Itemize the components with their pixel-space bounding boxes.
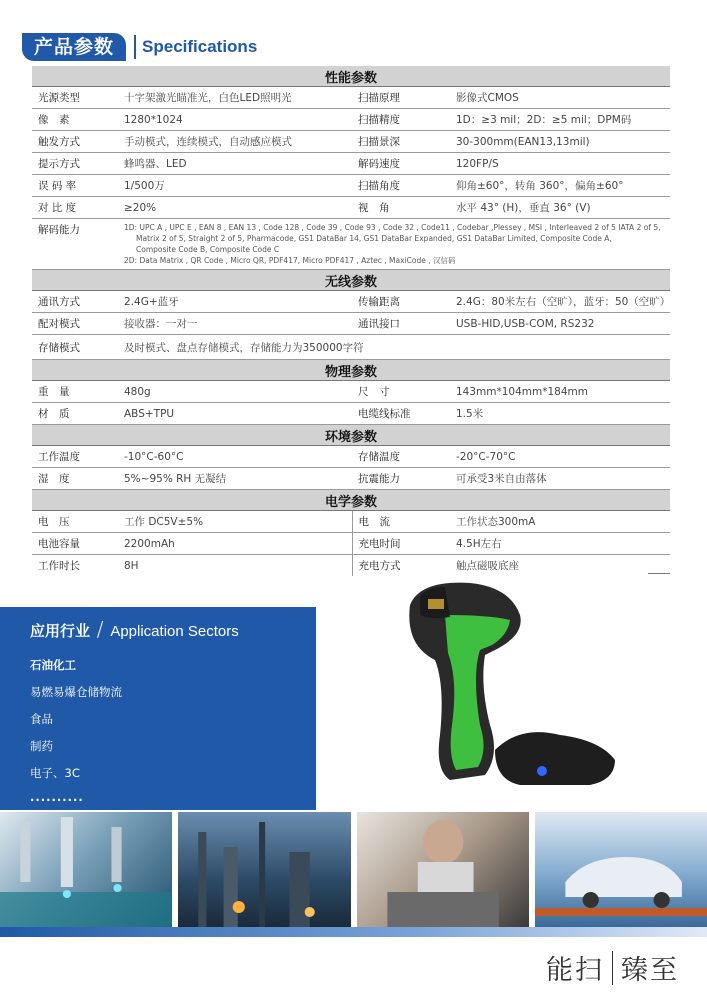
spec-value: USB-HID,USB-COM, RS232 [450,313,670,335]
spec-label: 电 压 [32,511,118,533]
spec-label: 触发方式 [32,131,118,153]
spec-value: 1280*1024 [118,109,352,131]
spec-value: ≥20% [118,197,352,219]
spec-value: 120FP/S [450,153,670,175]
spec-row [32,109,670,131]
spec-label: 重 量 [32,381,118,403]
title-english: Specifications [142,37,258,56]
spec-label: 视 角 [352,197,450,219]
robot-arm-icon [0,812,172,927]
spec-row [32,197,670,219]
spec-value: 2.4G+蓝牙 [118,291,352,313]
spec-row [32,381,670,403]
refinery-icon [178,812,350,927]
spec-label: 通讯接口 [352,313,450,335]
spec-row [32,291,670,313]
spec-value: 仰角±60°，转角 360°，偏角±60° [450,175,670,197]
spec-row [32,131,670,153]
spec-value: 影像式CMOS [450,87,670,109]
section-performance [32,66,670,87]
spec-value: 可承受3米自由落体 [450,468,670,490]
slogan-left: 能扫 [546,955,604,986]
spec-label: 电缆线标准 [352,403,450,425]
spec-value: 143mm*104mm*184mm [450,381,670,403]
spec-row [32,533,670,555]
scanner-icon [409,583,615,785]
spec-label: 电池容量 [32,533,118,555]
spec-label: 像 素 [32,109,118,131]
slogan-divider [612,951,613,985]
spec-label: 抗震能力 [352,468,450,490]
list-item: 易燃易爆仓储物流 [30,685,122,699]
list-item: 石油化工 [30,658,76,672]
decode-row [32,219,670,270]
spec-value: 手动模式，连续模式，自动感应模式 [118,131,352,153]
section-physical [32,360,670,381]
spec-value: 十字架激光瞄准光，白色LED照明光 [118,87,352,109]
spec-label: 光源类型 [32,87,118,109]
spec-row [32,403,670,425]
page-header [22,33,257,61]
list-item: 制药 [30,739,53,753]
spec-label: 通讯方式 [32,291,118,313]
worker-icon [357,812,529,927]
list-item: 食品 [30,712,53,726]
slogan [546,948,679,987]
spec-label: 配对模式 [32,313,118,335]
spec-label: 存储温度 [352,446,450,468]
sectors-title [30,617,239,641]
spec-value: 蜂鸣器、LED [118,153,352,175]
spec-row [32,555,670,577]
spec-row [32,335,670,360]
spec-value: -20°C-70°C [450,446,670,468]
decode-value [118,219,670,270]
decode-line: 2D: Data Matrix , QR Code , Micro QR, PDF417, Micro PDF417 , Aztec , MaxiCode , 汉信码 [124,256,456,265]
spec-label: 误 码 率 [32,175,118,197]
spec-row [32,153,670,175]
section-title: 环境参数 [32,425,670,446]
spec-label: 电 流 [352,511,450,533]
decode-line: Composite Code B, Composite Code C [136,245,280,254]
section-title: 无线参数 [32,270,670,291]
spec-value: 水平 43° (H)，垂直 36° (V) [450,197,670,219]
industry-photos [0,812,707,927]
spec-label: 扫描原理 [352,87,450,109]
more-dots: ·········· [30,793,84,807]
section-electrical [32,490,670,511]
pharma-worker-photo [357,812,529,927]
spec-value: 工作状态300mA [450,511,670,533]
spec-value: 4.5H左右 [450,533,670,555]
spec-value: 1/500万 [118,175,352,197]
spec-value: 2.4G：80米左右（空旷），蓝牙：50（空旷） [450,291,670,313]
application-sectors-panel [0,607,316,810]
sectors-title-en: Application Sectors [110,623,239,640]
barcode-scanner-image [400,575,640,805]
spec-label: 充电方式 [352,555,450,577]
spec-row [32,313,670,335]
spec-label: 解码能力 [32,219,118,270]
automotive-photo [535,812,707,927]
slogan-right: 臻至 [621,955,679,986]
petrochemical-photo [178,812,350,927]
list-item: 电子、3C [30,766,80,780]
spec-row [32,87,670,109]
spec-row [32,446,670,468]
spec-label: 解码速度 [352,153,450,175]
spec-label: 工作温度 [32,446,118,468]
spec-row [32,511,670,533]
spec-value: 接收器：一对一 [118,313,352,335]
spec-label: 充电时间 [352,533,450,555]
sectors-title-zh: 应用行业 [30,622,91,640]
spec-label: 扫描景深 [352,131,450,153]
spec-row [32,468,670,490]
spec-value: ABS+TPU [118,403,352,425]
spec-value: 工作 DC5V±5% [118,511,352,533]
section-title: 物理参数 [32,360,670,381]
spec-label: 材 质 [32,403,118,425]
spec-value: 8H [124,559,139,572]
spec-value: 480g [118,381,352,403]
spec-label: 工作时长 [38,560,80,572]
electronics-photo [0,812,172,927]
spec-label: 扫描角度 [352,175,450,197]
spec-value: 1.5米 [450,403,670,425]
spec-value: 2200mAh [118,533,352,555]
spec-value: -10°C-60°C [118,446,352,468]
spec-label: 尺 寸 [352,381,450,403]
spec-value: 及时模式、盘点存储模式，存储能力为350000字符 [118,335,670,360]
table-end-line [648,573,670,574]
sectors-list [30,657,122,819]
spec-label: 存储模式 [32,335,118,360]
title-divider [134,35,136,59]
section-environment [32,425,670,446]
spec-value: 1D：≥3 mil；2D：≥5 mil；DPM码 [450,109,670,131]
section-title: 性能参数 [32,66,670,87]
section-title: 电学参数 [32,490,670,511]
spec-label: 对 比 度 [32,197,118,219]
spec-row [32,175,670,197]
bottom-gradient-bar [0,927,707,937]
spec-value: 30-300mm(EAN13,13mil) [450,131,670,153]
spec-label: 湿 度 [32,468,118,490]
spec-label: 扫描精度 [352,109,450,131]
spec-label: 传输距离 [352,291,450,313]
decode-line: 1D: UPC A , UPC E , EAN 8 , EAN 13 , Code 128 , Code 39 , Code 93 , Code 32 , Code11 , Codebar ,Plessey , MSI , Interleaved 2 of 5 IATA 2 of 5, [124,223,661,232]
sectors-title-slash: / [96,617,104,641]
spec-label: 提示方式 [32,153,118,175]
title-chinese: 产品参数 [22,33,126,61]
car-icon [535,812,707,927]
spec-value: 5%~95% RH 无凝结 [118,468,352,490]
decode-line: Matrix 2 of 5, Straight 2 of 5, Pharmacode, GS1 DataBar 14, GS1 DataBar Expanded, GS1 DataBar Limited, Composite Code A, [136,234,612,243]
section-wireless [32,270,670,291]
spec-value: 触点磁吸底座 [456,560,519,572]
specifications-table [32,66,670,576]
